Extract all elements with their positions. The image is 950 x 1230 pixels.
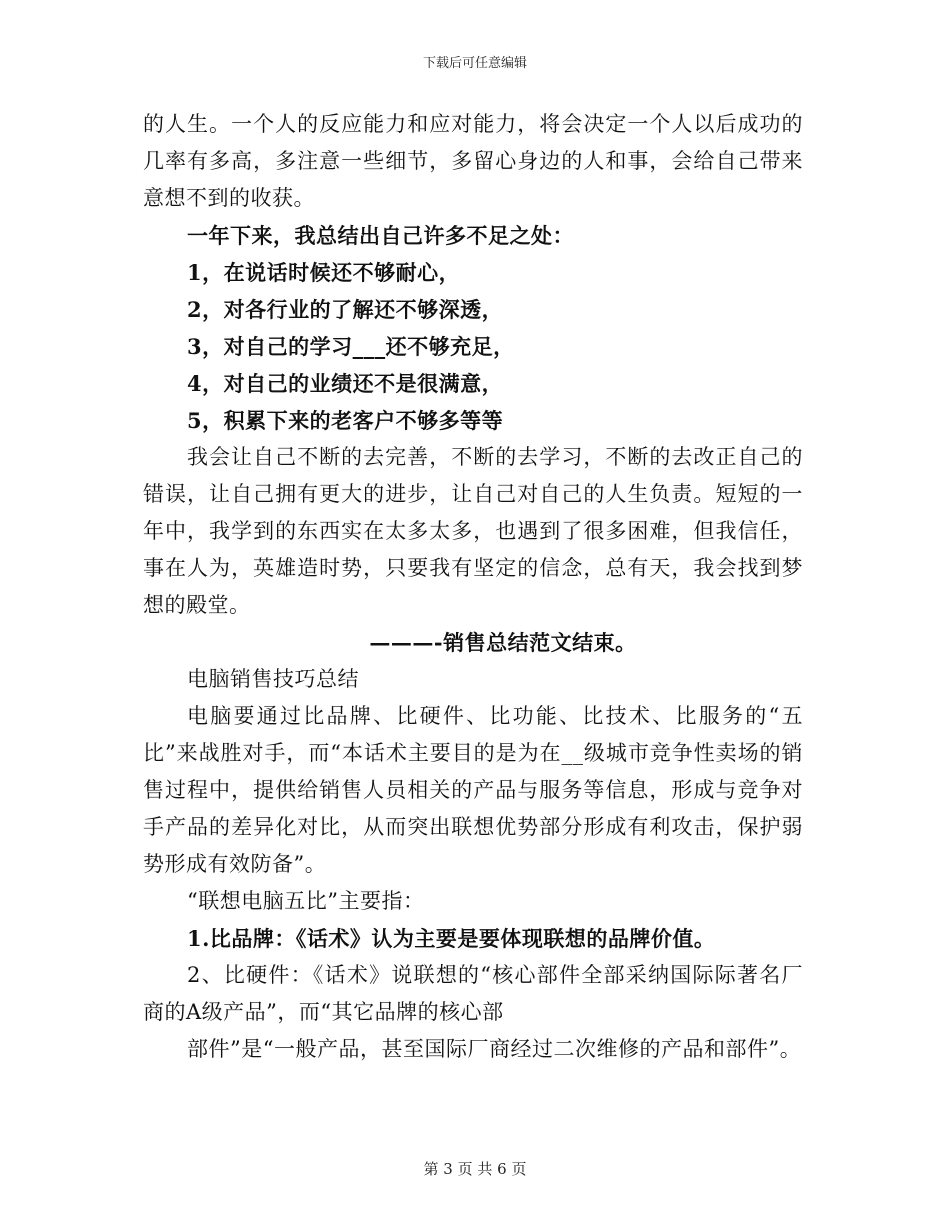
list-item: 3，对自己的学习___还不够充足， xyxy=(187,334,515,359)
paragraph-components: 部件”是“一般产品，甚至国际厂商经过二次维修的产品和部件”。 xyxy=(187,1037,802,1061)
paragraph-intro: 的人生。一个人的反应能力和应对能力，将会决定一个人以后成功的几率有多高，多注意一些细节，多留心身边的人和事，会给自己带来意想不到的收获。 xyxy=(143,112,803,210)
paragraph-brand: 1.比品牌：《话术》认为主要是要体现联想的品牌价值。 xyxy=(187,926,716,951)
list-item: 2，对各行业的了解还不够深透， xyxy=(187,297,504,322)
list-item: 4，对自己的业绩还不是很满意， xyxy=(187,371,504,396)
list-item: 5，积累下来的老客户不够多等等 xyxy=(187,408,504,433)
page-header: 下载后可任意编辑 xyxy=(422,56,527,71)
page-footer: 第 3 页 共 6 页 xyxy=(423,1160,527,1178)
end-line: ———-销售总结范文结束。 xyxy=(369,630,637,655)
paragraph-five-comparisons: 电脑要通过比品牌、比硬件、比功能、比技术、比服务的“五比”来战胜对手，而“本话术主要目的是为在__级城市竞争性卖场的销售过程中，提供给销售人员相关的产品与服务等信息，形成与竞争对手产品的差异化对比，从而突出联想优势部分形成有利攻击，保护弱势形成有效防备”。 xyxy=(143,704,803,876)
paragraph-hardware: 2、比硬件：《话术》说联想的“核心部件全部采纳国际际著名厂商的A级产品”，而“其它品牌的核心部 xyxy=(143,963,803,1024)
section-title: 电脑销售技巧总结 xyxy=(187,667,359,691)
paragraph-resolve: 我会让自己不断的去完善，不断的去学习，不断的去改正自己的错误，让自己拥有更大的进步，让自己对自己的人生负责。短短的一年中，我学到的东西实在太多太多，也遇到了很多困难，但我信任，事在人为，英雄造时势，只要我有坚定的信念，总有天，我会找到梦想的殿堂。 xyxy=(143,445,803,617)
paragraph-shortcomings-heading: 一年下来，我总结出自己许多不足之处： xyxy=(187,223,574,248)
document-body xyxy=(143,106,803,1068)
paragraph-main-points: “联想电脑五比”主要指： xyxy=(187,889,425,913)
list-item: 1，在说话时候还不够耐心， xyxy=(187,260,461,285)
